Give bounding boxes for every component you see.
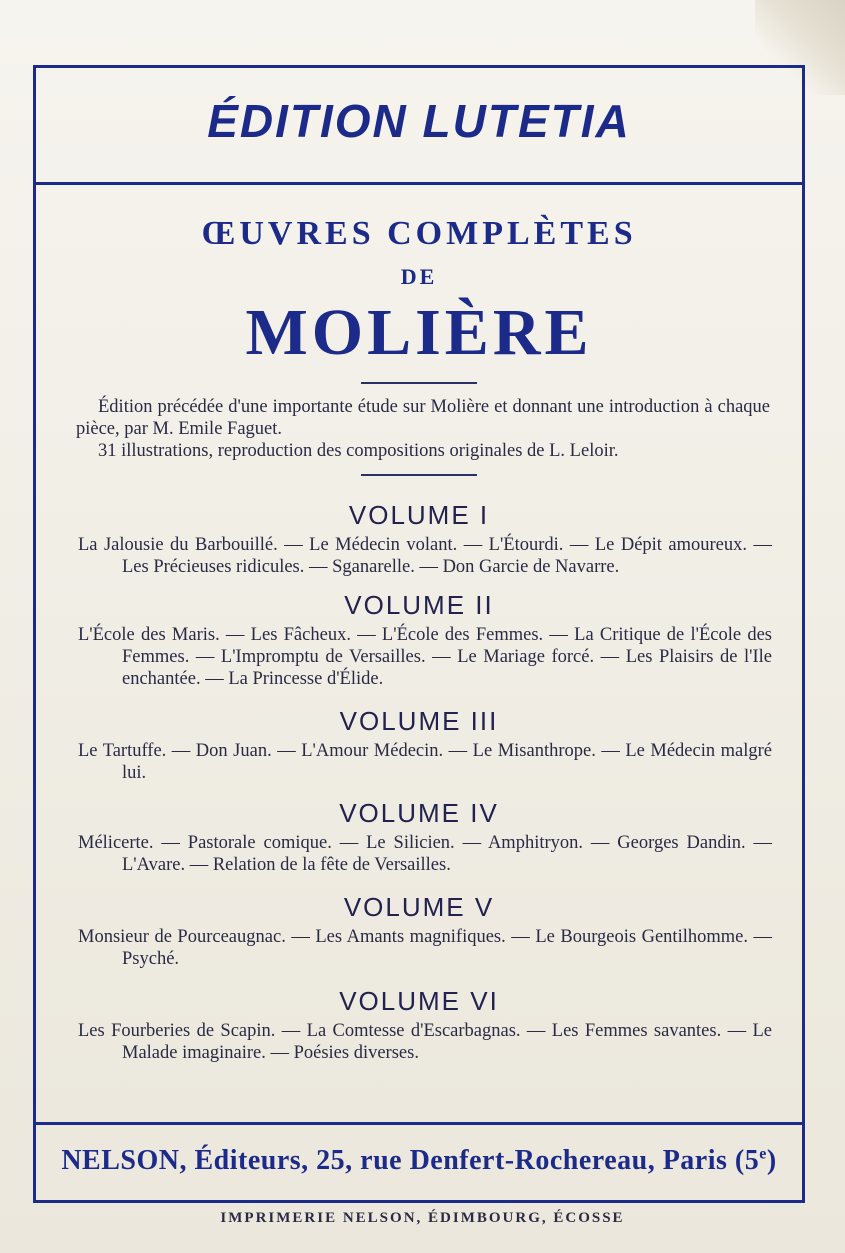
volume-3: [36, 706, 802, 784]
volume-2: [36, 590, 802, 690]
divider-rule: [361, 382, 477, 384]
volume-heading: VOLUME VI: [339, 986, 499, 1016]
intro-line-2: 31 illustrations, reproduction des compositions originales de L. Leloir.: [98, 441, 619, 461]
volume-contents: Monsieur de Pourceaugnac. — Les Amants magnifiques. — Le Bourgeois Gentilhomme. — Psyché.: [78, 927, 772, 969]
intro-text: [76, 396, 770, 462]
printer-line: IMPRIMERIE NELSON, ÉDIMBOURG, ÉCOSSE: [220, 1210, 625, 1226]
volume-heading: VOLUME V: [343, 892, 495, 922]
volume-4: [36, 798, 802, 876]
volume-contents: Les Fourberies de Scapin. — La Comtesse d'Escarbagnas. — Les Femmes savantes. — Le Malade imaginaire. — Poésies diverses.: [78, 1021, 772, 1063]
works-title: ŒUVRES COMPLÈTES: [201, 215, 637, 252]
volume-contents: La Jalousie du Barbouillé. — Le Médecin volant. — L'Étourdi. — Le Dépit amoureux. — Les Précieuses ridicules. — Sganarelle. — Don Garcie de Navarre.: [78, 535, 772, 577]
publisher-text: NELSON, Éditeurs, 25, rue Denfert-Rochereau, Paris (5: [61, 1144, 760, 1176]
volume-5: [36, 892, 802, 970]
volume-1: [36, 500, 802, 578]
volume-contents: L'École des Maris. — Les Fâcheux. — L'École des Femmes. — La Critique de l'École des Femmes. — L'Impromptu de Versailles. — Le Mariage forcé. — Les Plaisirs de l'Ile enchantée. — La Princesse d'Élide.: [78, 625, 772, 689]
publisher-band: [36, 1122, 802, 1200]
volume-6: [36, 986, 802, 1064]
edition-title: ÉDITION LUTETIA: [207, 95, 631, 147]
publisher-superscript: e: [759, 1145, 767, 1163]
volume-heading: VOLUME II: [344, 590, 494, 620]
cover-content: [36, 185, 802, 1064]
volume-heading: VOLUME IV: [339, 798, 499, 828]
volume-heading: VOLUME III: [339, 706, 499, 736]
de-line: DE: [400, 264, 438, 289]
volume-heading: VOLUME I: [348, 500, 490, 530]
intro-line-1: Édition précédée d'une importante étude sur Molière et donnant une introduction à chaque pièce, par M. Emile Faguet.: [76, 397, 770, 439]
title-band: [36, 68, 802, 185]
volume-contents: Le Tartuffe. — Don Juan. — L'Amour Médecin. — Le Misanthrope. — Le Médecin malgré lui.: [78, 741, 772, 783]
volume-contents: Mélicerte. — Pastorale comique. — Le Silicien. — Amphitryon. — Georges Dandin. — L'Avare. — Relation de la fête de Versailles.: [78, 833, 772, 875]
publisher-close: ): [766, 1144, 777, 1176]
publisher-line: [61, 1145, 776, 1177]
author-name: MOLIÈRE: [245, 296, 593, 369]
divider-rule: [361, 474, 477, 476]
cover-frame: [33, 65, 805, 1203]
